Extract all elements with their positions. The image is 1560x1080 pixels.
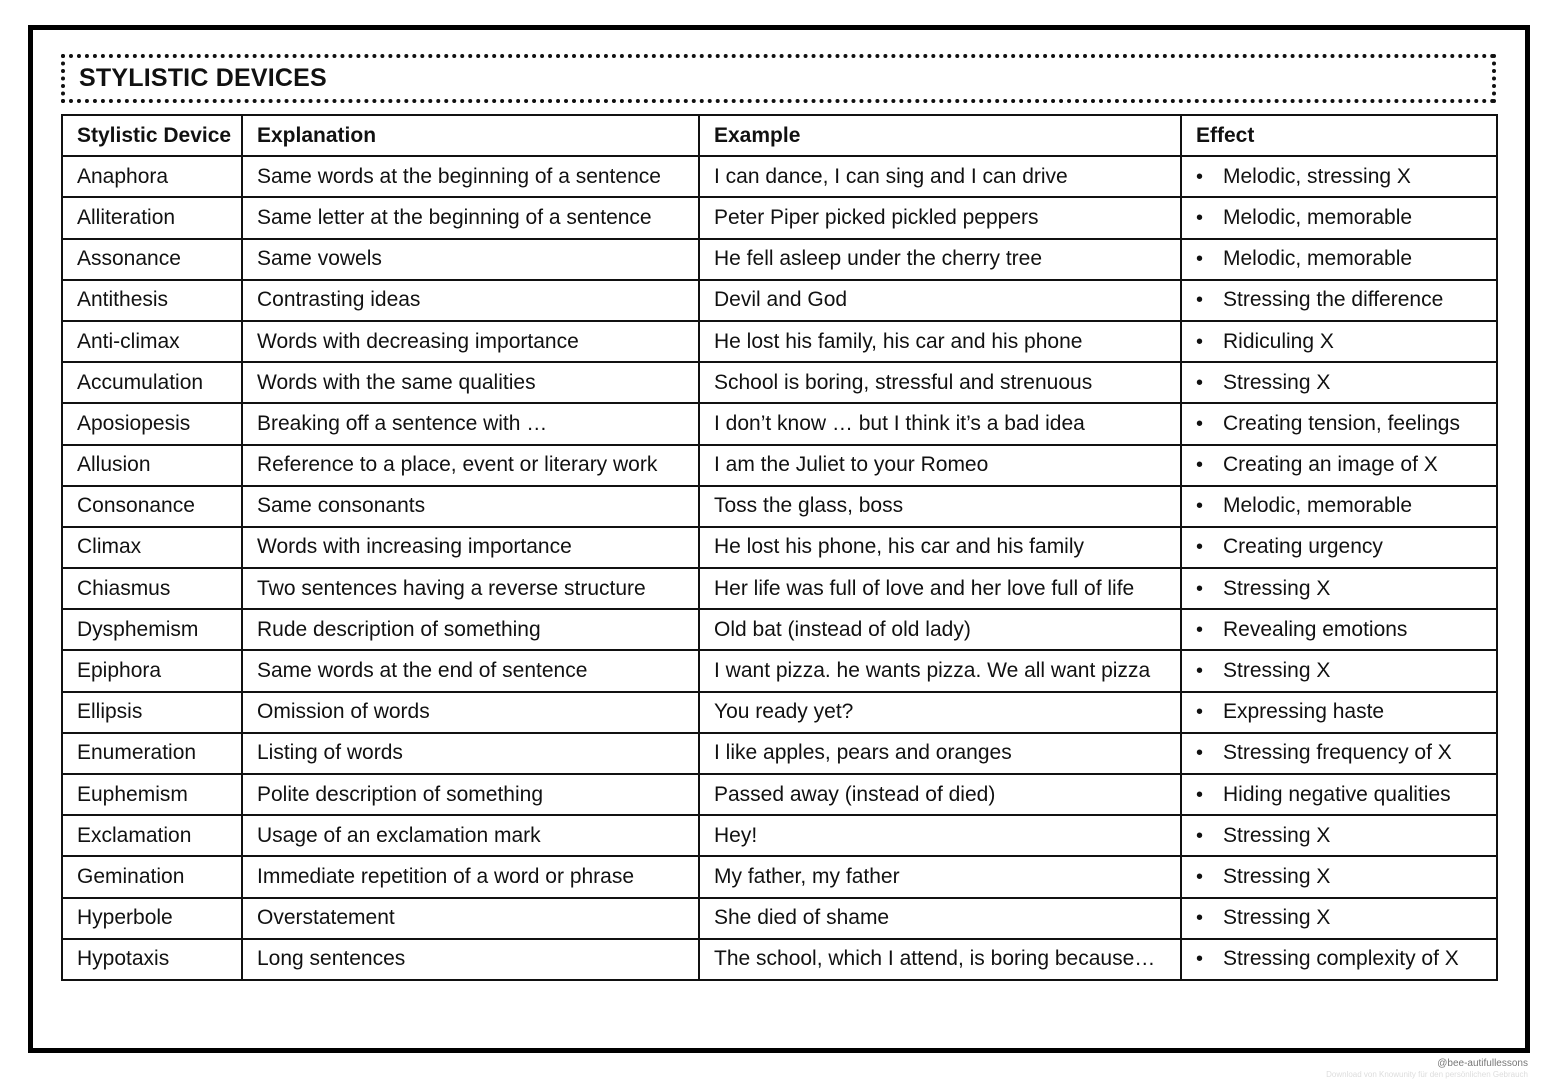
- example-cell: I can dance, I can sing and I can drive: [699, 156, 1181, 197]
- effect-cell: [1181, 898, 1497, 939]
- explanation-cell: Usage of an exclamation mark: [242, 815, 699, 856]
- table-row: [62, 280, 1497, 321]
- effect-text: Stressing X: [1223, 906, 1331, 930]
- column-header-explanation: Explanation: [242, 115, 699, 156]
- explanation-cell: Immediate repetition of a word or phrase: [242, 856, 699, 897]
- device-cell: Dysphemism: [62, 609, 242, 650]
- effect-text: Stressing X: [1223, 659, 1331, 683]
- explanation-cell: Words with decreasing importance: [242, 321, 699, 362]
- title-box: [61, 54, 1496, 103]
- device-cell: Enumeration: [62, 733, 242, 774]
- column-header-effect: Effect: [1181, 115, 1497, 156]
- device-cell: Aposiopesis: [62, 403, 242, 444]
- effect-cell: [1181, 815, 1497, 856]
- table-row: [62, 609, 1497, 650]
- bullet-icon: •: [1196, 948, 1204, 971]
- bullet-icon: •: [1196, 907, 1204, 930]
- example-cell: She died of shame: [699, 898, 1181, 939]
- table-row: [62, 815, 1497, 856]
- explanation-cell: Same vowels: [242, 239, 699, 280]
- effect-cell: [1181, 856, 1497, 897]
- example-cell: He fell asleep under the cherry tree: [699, 239, 1181, 280]
- effect-text: Stressing X: [1223, 864, 1331, 888]
- effect-cell: [1181, 156, 1497, 197]
- effect-text: Stressing X: [1223, 823, 1331, 847]
- effect-cell: [1181, 280, 1497, 321]
- example-cell: The school, which I attend, is boring because…: [699, 939, 1181, 980]
- device-cell: Exclamation: [62, 815, 242, 856]
- bullet-icon: •: [1196, 783, 1204, 806]
- table-row: [62, 774, 1497, 815]
- explanation-cell: Polite description of something: [242, 774, 699, 815]
- example-cell: Her life was full of love and her love full of life: [699, 568, 1181, 609]
- example-cell: Passed away (instead of died): [699, 774, 1181, 815]
- bullet-icon: •: [1196, 536, 1204, 559]
- bullet-icon: •: [1196, 412, 1204, 435]
- effect-text: Creating an image of X: [1223, 453, 1438, 477]
- effect-text: Stressing X: [1223, 370, 1331, 394]
- example-cell: Toss the glass, boss: [699, 486, 1181, 527]
- effect-cell: [1181, 939, 1497, 980]
- explanation-cell: Contrasting ideas: [242, 280, 699, 321]
- table-row: [62, 445, 1497, 486]
- explanation-cell: Rude description of something: [242, 609, 699, 650]
- bullet-icon: •: [1196, 701, 1204, 724]
- bullet-icon: •: [1196, 660, 1204, 683]
- table-row: [62, 403, 1497, 444]
- effect-cell: [1181, 239, 1497, 280]
- bullet-icon: •: [1196, 742, 1204, 765]
- example-cell: I like apples, pears and oranges: [699, 733, 1181, 774]
- table-row: [62, 692, 1497, 733]
- device-cell: Alliteration: [62, 197, 242, 238]
- fineprint-text: Download von Knowunity für den persönlichen Gebrauch: [1326, 1070, 1528, 1079]
- device-cell: Climax: [62, 527, 242, 568]
- table-row: [62, 486, 1497, 527]
- device-cell: Ellipsis: [62, 692, 242, 733]
- effect-cell: [1181, 527, 1497, 568]
- explanation-cell: Same words at the end of sentence: [242, 650, 699, 691]
- explanation-cell: Overstatement: [242, 898, 699, 939]
- table-row: [62, 939, 1497, 980]
- effect-text: Stressing X: [1223, 576, 1331, 600]
- table-row: [62, 650, 1497, 691]
- effect-text: Stressing frequency of X: [1223, 741, 1452, 765]
- explanation-cell: Long sentences: [242, 939, 699, 980]
- column-header-example: Example: [699, 115, 1181, 156]
- device-cell: Accumulation: [62, 362, 242, 403]
- example-cell: I don’t know … but I think it’s a bad idea: [699, 403, 1181, 444]
- example-cell: He lost his family, his car and his phone: [699, 321, 1181, 362]
- bullet-icon: •: [1196, 289, 1204, 312]
- bullet-icon: •: [1196, 618, 1204, 641]
- effect-cell: [1181, 609, 1497, 650]
- table-row: [62, 733, 1497, 774]
- device-cell: Allusion: [62, 445, 242, 486]
- table-row: [62, 321, 1497, 362]
- bullet-icon: •: [1196, 495, 1204, 518]
- device-cell: Chiasmus: [62, 568, 242, 609]
- example-cell: He lost his phone, his car and his family: [699, 527, 1181, 568]
- example-cell: Devil and God: [699, 280, 1181, 321]
- explanation-cell: Breaking off a sentence with …: [242, 403, 699, 444]
- stylistic-devices-table: [61, 114, 1498, 981]
- effect-text: Creating tension, feelings: [1223, 411, 1460, 435]
- bullet-icon: •: [1196, 865, 1204, 888]
- effect-text: Stressing the difference: [1223, 288, 1444, 312]
- table-row: [62, 239, 1497, 280]
- explanation-cell: Words with increasing importance: [242, 527, 699, 568]
- bullet-icon: •: [1196, 248, 1204, 271]
- explanation-cell: Same consonants: [242, 486, 699, 527]
- effect-text: Creating urgency: [1223, 535, 1383, 559]
- credit-text: @bee-autifullessons: [1437, 1058, 1528, 1069]
- effect-cell: [1181, 362, 1497, 403]
- effect-text: Melodic, stressing X: [1223, 164, 1411, 188]
- device-cell: Epiphora: [62, 650, 242, 691]
- table-row: [62, 568, 1497, 609]
- explanation-cell: Reference to a place, event or literary work: [242, 445, 699, 486]
- bullet-icon: •: [1196, 371, 1204, 394]
- effect-text: Revealing emotions: [1223, 617, 1408, 641]
- example-cell: School is boring, stressful and strenuous: [699, 362, 1181, 403]
- example-cell: I want pizza. he wants pizza. We all want pizza: [699, 650, 1181, 691]
- effect-cell: [1181, 197, 1497, 238]
- example-cell: I am the Juliet to your Romeo: [699, 445, 1181, 486]
- table-row: [62, 156, 1497, 197]
- example-cell: You ready yet?: [699, 692, 1181, 733]
- table-row: [62, 856, 1497, 897]
- bullet-icon: •: [1196, 165, 1204, 188]
- device-cell: Hyperbole: [62, 898, 242, 939]
- example-cell: Old bat (instead of old lady): [699, 609, 1181, 650]
- device-cell: Anti-climax: [62, 321, 242, 362]
- device-cell: Assonance: [62, 239, 242, 280]
- effect-cell: [1181, 733, 1497, 774]
- effect-cell: [1181, 445, 1497, 486]
- device-cell: Gemination: [62, 856, 242, 897]
- table-row: [62, 197, 1497, 238]
- device-cell: Consonance: [62, 486, 242, 527]
- effect-text: Hiding negative qualities: [1223, 782, 1451, 806]
- bullet-icon: •: [1196, 454, 1204, 477]
- bullet-icon: •: [1196, 206, 1204, 229]
- explanation-cell: Words with the same qualities: [242, 362, 699, 403]
- explanation-cell: Same letter at the beginning of a sentence: [242, 197, 699, 238]
- device-cell: Antithesis: [62, 280, 242, 321]
- example-cell: Hey!: [699, 815, 1181, 856]
- effect-cell: [1181, 650, 1497, 691]
- effect-cell: [1181, 692, 1497, 733]
- effect-text: Expressing haste: [1223, 700, 1385, 724]
- device-cell: Hypotaxis: [62, 939, 242, 980]
- example-cell: My father, my father: [699, 856, 1181, 897]
- explanation-cell: Omission of words: [242, 692, 699, 733]
- effect-cell: [1181, 774, 1497, 815]
- effect-cell: [1181, 403, 1497, 444]
- effect-text: Melodic, memorable: [1223, 205, 1413, 229]
- example-cell: Peter Piper picked pickled peppers: [699, 197, 1181, 238]
- explanation-cell: Same words at the beginning of a sentence: [242, 156, 699, 197]
- effect-text: Melodic, memorable: [1223, 247, 1413, 271]
- effect-text: Ridiculing X: [1223, 329, 1334, 353]
- table-row: [62, 898, 1497, 939]
- effect-cell: [1181, 321, 1497, 362]
- table-row: [62, 362, 1497, 403]
- device-cell: Anaphora: [62, 156, 242, 197]
- table-header-row: [62, 115, 1497, 156]
- bullet-icon: •: [1196, 577, 1204, 600]
- effect-text: Melodic, memorable: [1223, 494, 1413, 518]
- page-title: STYLISTIC DEVICES: [79, 64, 327, 92]
- device-cell: Euphemism: [62, 774, 242, 815]
- effect-cell: [1181, 568, 1497, 609]
- bullet-icon: •: [1196, 330, 1204, 353]
- table-row: [62, 527, 1497, 568]
- effect-text: Stressing complexity of X: [1223, 947, 1459, 971]
- column-header-device: Stylistic Device: [62, 115, 242, 156]
- effect-cell: [1181, 486, 1497, 527]
- explanation-cell: Listing of words: [242, 733, 699, 774]
- bullet-icon: •: [1196, 824, 1204, 847]
- explanation-cell: Two sentences having a reverse structure: [242, 568, 699, 609]
